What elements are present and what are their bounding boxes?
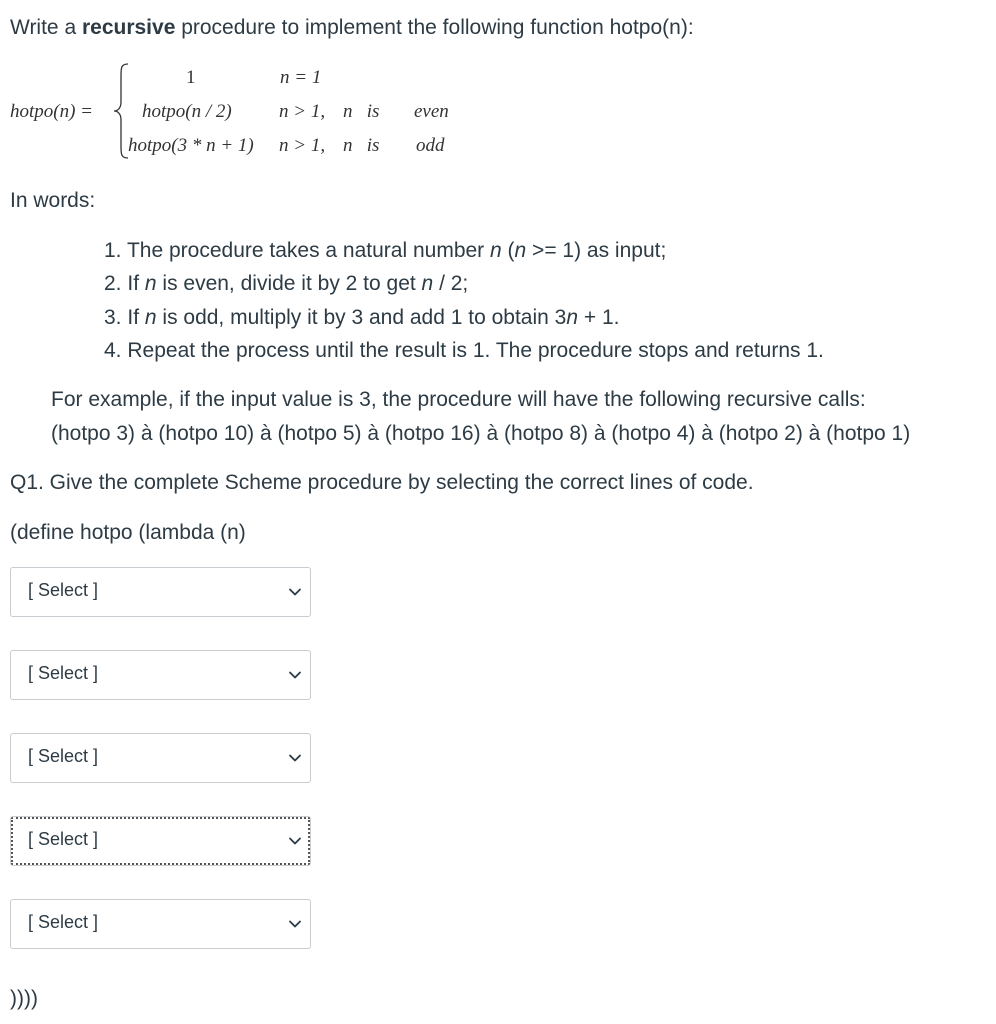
example-calls: (hotpo 3) à (hotpo 10) à (hotpo 5) à (hotpo 16) à (hotpo 8) à (hotpo 4) à (hotpo 2) à (hotpo 1) <box>51 422 911 445</box>
chevron-down-icon <box>288 585 302 599</box>
chevron-down-icon <box>288 834 302 848</box>
formula-lhs: hotpo(n) = <box>10 101 94 122</box>
formula-row-1-cond: n = 1 <box>280 67 322 88</box>
select-line-1[interactable] <box>10 567 311 617</box>
select-line-5[interactable] <box>10 899 311 949</box>
select-line-3[interactable] <box>10 733 311 783</box>
chevron-down-icon <box>288 751 302 765</box>
select-line-4[interactable] <box>10 816 311 866</box>
select-line-5-value: [ Select ] <box>28 912 99 932</box>
example-text: For example, if the input value is 3, the procedure will have the following recursive calls: <box>51 388 866 411</box>
formula-row-3-expr: hotpo(3 * n + 1) <box>128 135 254 156</box>
formula-row-2-cond: n > 1, <box>279 101 326 122</box>
in-words-label: In words: <box>10 189 96 212</box>
chevron-down-icon <box>288 668 302 682</box>
q1-prompt: Q1. Give the complete Scheme procedure by selecting the correct lines of code. <box>10 471 754 494</box>
formula-row-2-parity-word: n is <box>343 101 380 122</box>
select-line-1-value: [ Select ] <box>28 580 99 600</box>
code-start: (define hotpo (lambda (n) <box>10 521 246 544</box>
select-line-2-value: [ Select ] <box>28 663 99 683</box>
emphasis-recursive: recursive <box>81 16 176 39</box>
question-intro: Write a recursive procedure to implement the following function hotpo(n): <box>10 16 694 39</box>
formula-row-3-parity-word: n is <box>343 135 380 156</box>
code-end: )))) <box>10 987 38 1010</box>
step-1: 1. The procedure takes a natural number n (n >= 1) as input; <box>104 239 667 262</box>
select-line-4-value: [ Select ] <box>28 829 99 849</box>
formula-row-1-expr: 1 <box>186 67 196 88</box>
formula-row-3-cond: n > 1, <box>279 135 326 156</box>
step-4: 4. Repeat the process until the result is 1. The procedure stops and returns 1. <box>104 339 824 362</box>
formula-row-2-expr: hotpo(n / 2) <box>142 101 232 122</box>
chevron-down-icon <box>288 917 302 931</box>
select-line-2[interactable] <box>10 650 311 700</box>
step-3: 3. If n is odd, multiply it by 3 and add 1 to obtain 3n + 1. <box>104 306 620 329</box>
formula-row-3-parity: odd <box>416 135 445 156</box>
step-2: 2. If n is even, divide it by 2 to get n / 2; <box>104 272 469 295</box>
select-line-3-value: [ Select ] <box>28 746 99 766</box>
formula-row-2-parity: even <box>414 101 449 122</box>
